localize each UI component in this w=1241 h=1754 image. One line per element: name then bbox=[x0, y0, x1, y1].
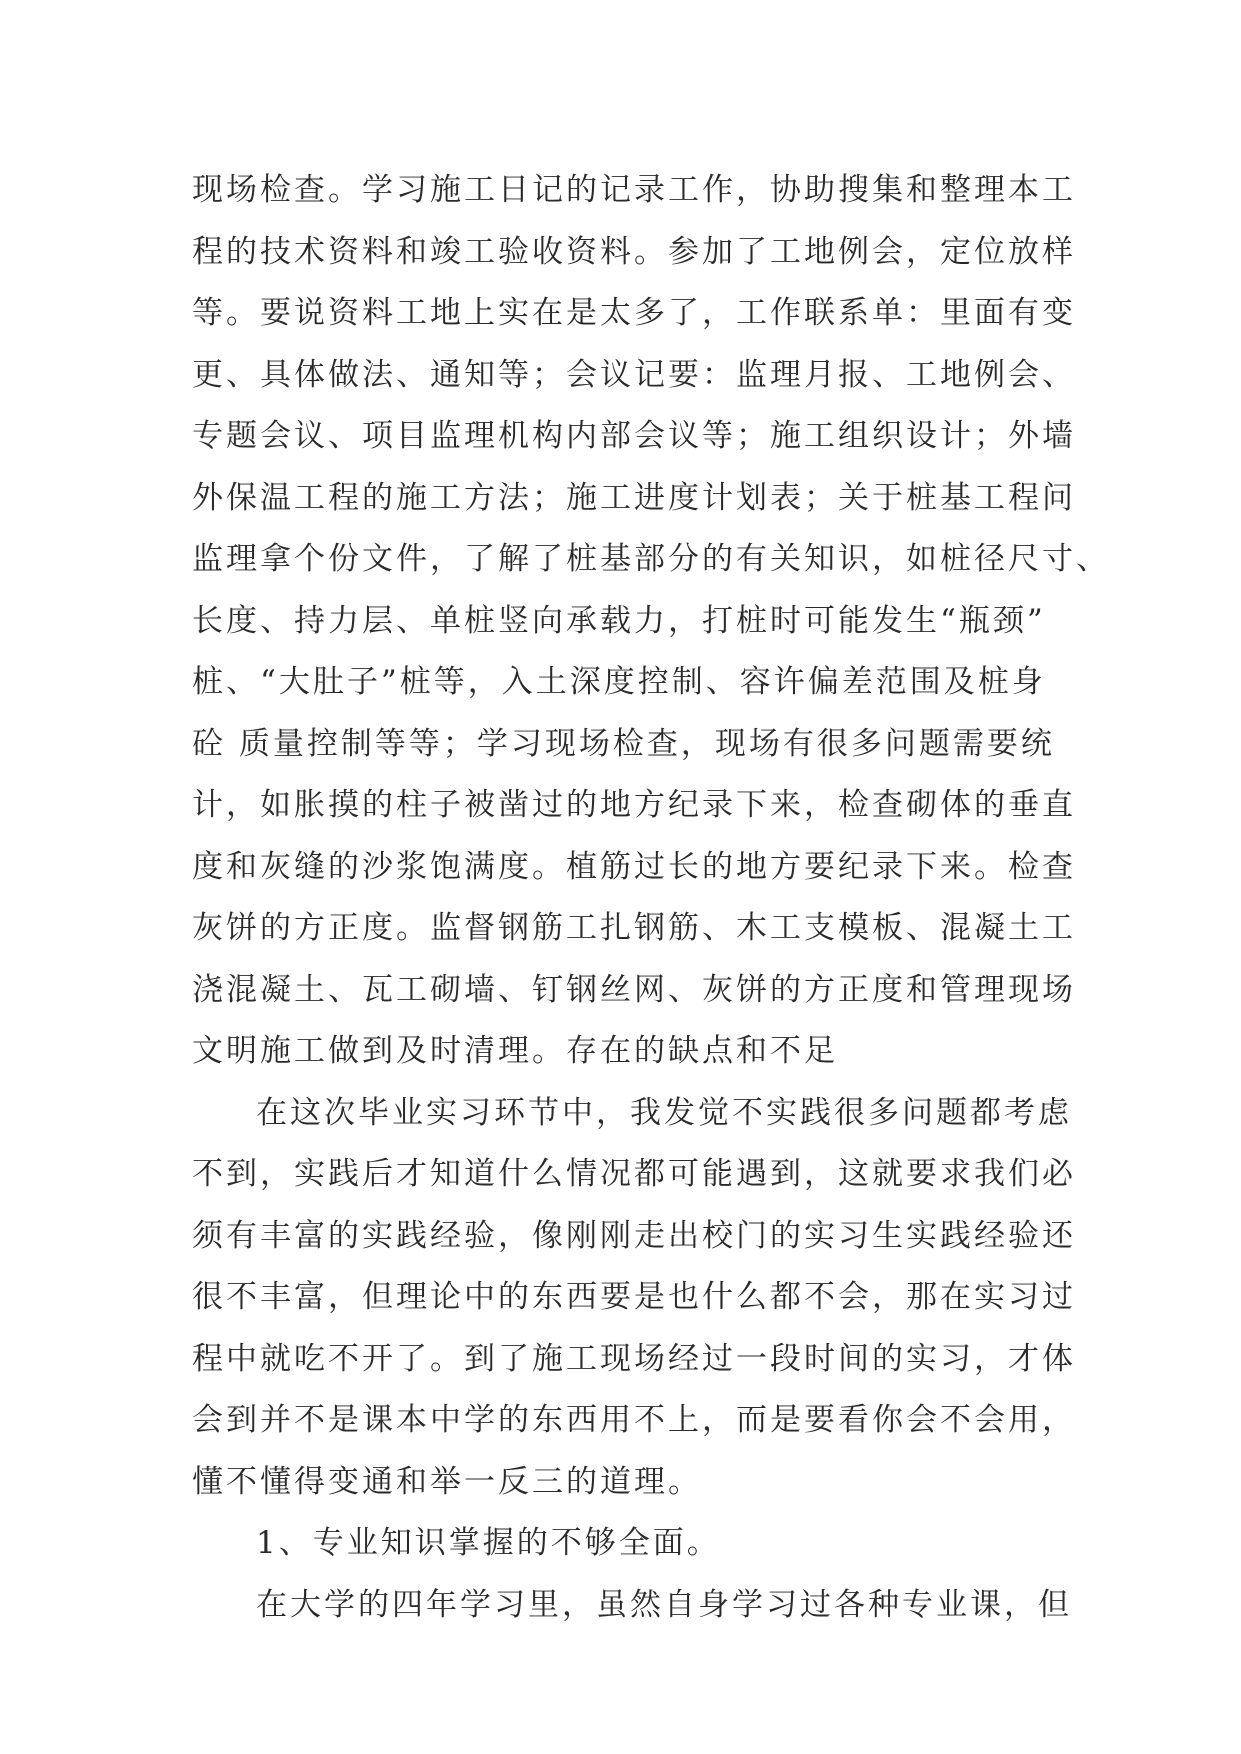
text-line: 长度、持力层、单桩竖向承载力，打桩时可能发生“瓶颈” bbox=[192, 602, 1046, 639]
text-line: 程的技术资料和竣工验收资料。参加了工地例会，定位放样 bbox=[192, 233, 1076, 270]
text-line: 文明施工做到及时清理。存在的缺点和不足 bbox=[192, 1033, 838, 1069]
text-line: 等。要说资料工地上实在是太多了，工作联系单：里面有变 bbox=[192, 295, 1076, 331]
text-line: 桩、“大肚子”桩等，入土深度控制、容许偏差范围及桩身 bbox=[192, 664, 1046, 700]
text-line: 现场检查。学习施工日记的记录工作，协助搜集和整理本工 bbox=[192, 172, 1076, 208]
text-line: 1、专业知识掌握的不够全面。 bbox=[256, 1525, 721, 1561]
text-line: 不到，实践后才知道什么情况都可能遇到，这就要求我们必 bbox=[192, 1156, 1076, 1192]
text-line: 在这次毕业实习环节中，我发觉不实践很多问题都考虑 bbox=[256, 1094, 1072, 1131]
text-line: 会到并不是课本中学的东西用不上，而是要看你会不会用， bbox=[192, 1402, 1076, 1438]
text-line: 专题会议、项目监理机构内部会议等；施工组织设计；外墙 bbox=[192, 418, 1076, 454]
text-line: 懂不懂得变通和举一反三的道理。 bbox=[192, 1463, 702, 1500]
text-line: 监理拿个份文件，了解了桩基部分的有关知识，如桩径尺寸、 bbox=[192, 541, 1110, 577]
text-line: 砼 质量控制等等；学习现场检查，现场有很多问题需要统 bbox=[192, 725, 1055, 762]
text-line: 外保温工程的施工方法；施工进度计划表；关于桩基工程问 bbox=[192, 479, 1076, 516]
text-line: 在大学的四年学习里，虽然自身学习过各种专业课，但 bbox=[256, 1586, 1072, 1623]
text-line: 计，如胀摸的柱子被凿过的地方纪录下来，检查砌体的垂直 bbox=[192, 787, 1076, 823]
text-line: 须有丰富的实践经验，像刚刚走出校门的实习生实践经验还 bbox=[192, 1217, 1076, 1254]
text-line: 度和灰缝的沙浆饱满度。植筋过长的地方要纪录下来。检查 bbox=[192, 848, 1076, 885]
text-line: 更、具体做法、通知等；会议记要：监理月报、工地例会、 bbox=[192, 356, 1076, 393]
text-line: 灰饼的方正度。监督钢筋工扎钢筋、木工支模板、混凝土工 bbox=[192, 910, 1076, 946]
body-text bbox=[192, 160, 1110, 1636]
text-line: 浇混凝土、瓦工砌墙、钉钢丝网、灰饼的方正度和管理现场 bbox=[192, 971, 1076, 1008]
text-line: 程中就吃不开了。到了施工现场经过一段时间的实习，才体 bbox=[192, 1340, 1076, 1377]
text-line: 很不丰富，但理论中的东西要是也什么都不会，那在实习过 bbox=[192, 1279, 1076, 1315]
